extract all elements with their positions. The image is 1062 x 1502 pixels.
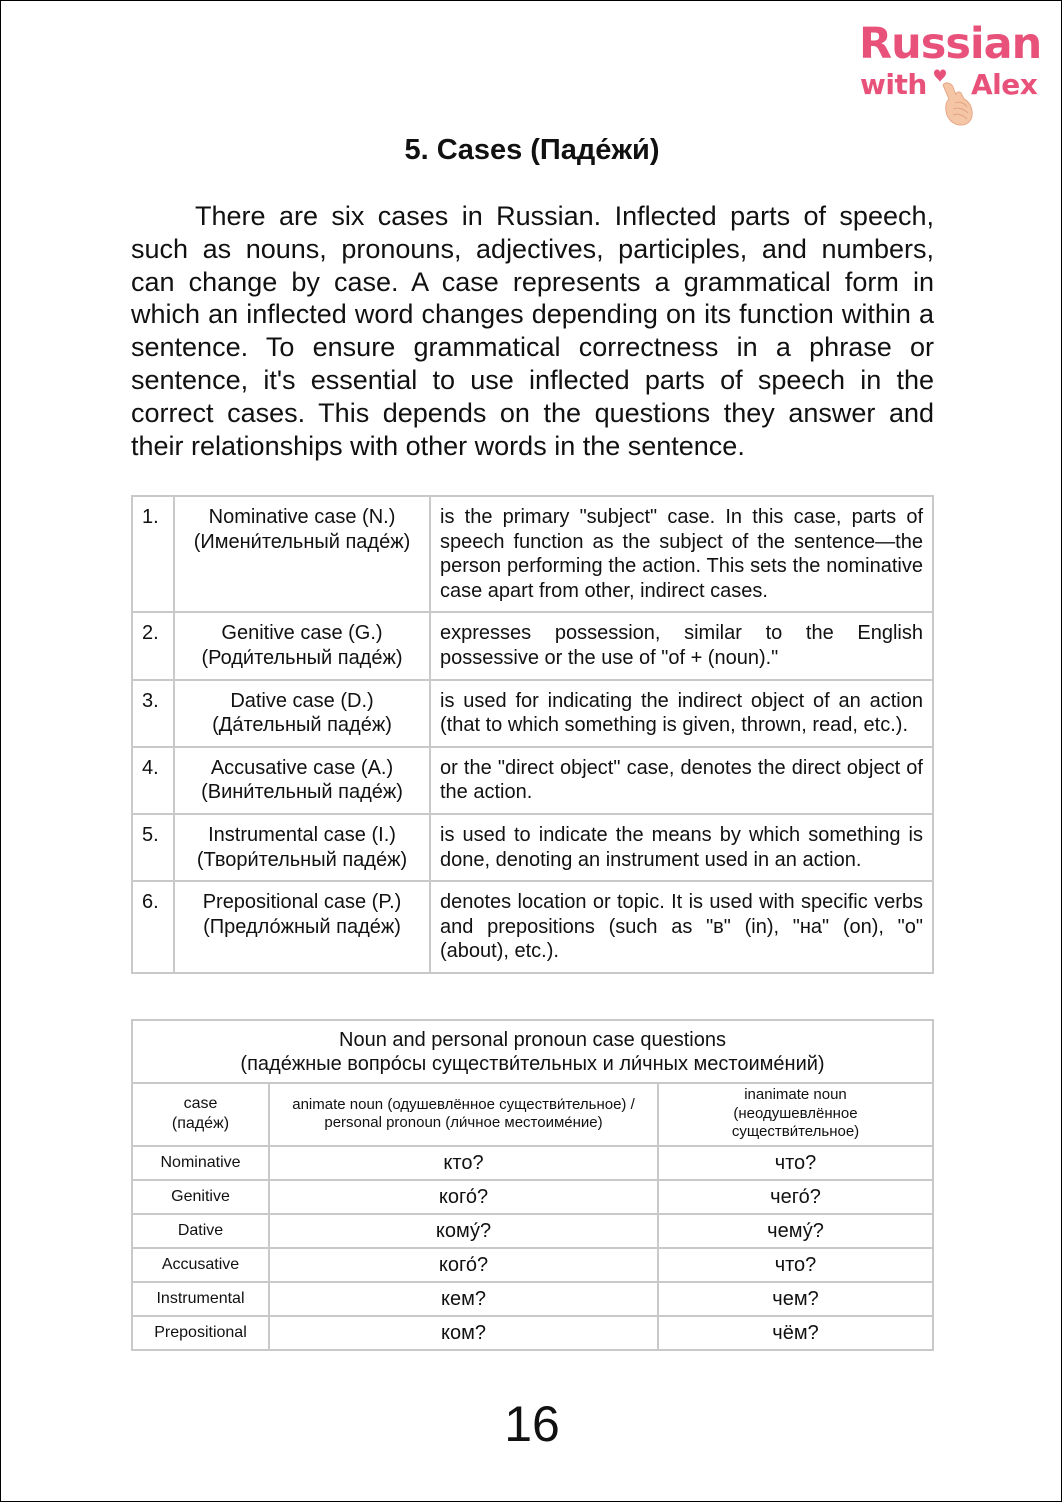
inanimate-question: что?	[658, 1248, 933, 1282]
table-row	[132, 680, 933, 747]
logo-text-russian: Russian	[859, 19, 1042, 69]
case-number: 5.	[132, 814, 174, 881]
case-questions-table	[131, 1019, 934, 1351]
row-case-name: Genitive	[132, 1180, 269, 1214]
column-header-case	[132, 1083, 269, 1146]
case-name-cell	[174, 814, 430, 881]
row-case-name: Accusative	[132, 1248, 269, 1282]
animate-question: кто?	[269, 1146, 658, 1180]
animate-question: кому́?	[269, 1214, 658, 1248]
column-header-animate	[269, 1083, 658, 1146]
column-header-case-en: case	[183, 1095, 218, 1112]
logo-text-alex: Alex	[971, 68, 1038, 101]
row-case-name: Prepositional	[132, 1316, 269, 1350]
case-name-cell	[174, 881, 430, 973]
table-row	[132, 496, 933, 612]
row-case-name: Instrumental	[132, 1282, 269, 1316]
animate-question: ком?	[269, 1316, 658, 1350]
case-name-ru: (Да́тельный паде́ж)	[212, 714, 392, 737]
column-header-inanimate-line3: существи́тельное)	[731, 1123, 860, 1141]
page-number: 16	[504, 1396, 560, 1452]
case-name-en: Genitive case (G.)	[221, 622, 383, 645]
case-description: denotes location or topic. It is used with specific verbs and prepositions (such as "в" (in), "на" (on), "о" (about), etc.).	[430, 881, 933, 973]
inanimate-question: чем?	[658, 1282, 933, 1316]
case-name-ru: (Предло́жный паде́ж)	[203, 915, 401, 938]
case-name-en: Instrumental case (I.)	[208, 823, 396, 846]
page-title: 5. Cases (Паде́жи́)	[404, 134, 660, 166]
case-description: is used to indicate the means by which something is done, denoting an instrument used in an action.	[430, 814, 933, 881]
table-row	[132, 612, 933, 679]
table-caption-en: Noun and personal pronoun case questions	[339, 1029, 726, 1051]
table-row	[132, 1248, 933, 1282]
case-number: 3.	[132, 680, 174, 747]
case-description: expresses possession, similar to the English possessive or the use of "of + (noun)."	[430, 612, 933, 679]
case-name-cell	[174, 747, 430, 814]
table-header-row	[132, 1083, 933, 1146]
table-row	[132, 881, 933, 973]
column-header-inanimate-line2: (неодушевлённое	[733, 1104, 858, 1122]
row-case-name: Nominative	[132, 1146, 269, 1180]
animate-question: кого́?	[269, 1180, 658, 1214]
table-caption	[132, 1020, 933, 1083]
inanimate-question: чему́?	[658, 1214, 933, 1248]
case-description: is used for indicating the indirect object of an action (that to which something is given, thrown, read, etc.).	[430, 680, 933, 747]
inanimate-question: что?	[658, 1146, 933, 1180]
case-name-ru: (Имени́тельный паде́ж)	[193, 530, 411, 553]
case-name-cell	[174, 612, 430, 679]
case-name-cell	[174, 496, 430, 612]
inanimate-question: чего́?	[658, 1180, 933, 1214]
animate-question: кем?	[269, 1282, 658, 1316]
case-name-ru: (Твори́тельный паде́ж)	[196, 848, 408, 871]
table-row	[132, 1316, 933, 1350]
column-header-case-ru: (паде́ж)	[171, 1115, 230, 1132]
cases-table	[131, 495, 934, 974]
case-name-en: Nominative case (N.)	[208, 506, 396, 528]
table-row	[132, 747, 933, 814]
case-description: is the primary "subject" case. In this case, parts of speech function as the subject of the sentence—the person performing the action. This sets the nominative case apart from other, indirect cases.	[430, 496, 933, 612]
case-number: 4.	[132, 747, 174, 814]
case-name-ru: (Вини́тельный паде́ж)	[201, 781, 403, 804]
table-row	[132, 1180, 933, 1214]
case-name-en: Prepositional case (P.)	[202, 891, 402, 914]
table-caption-row	[132, 1020, 933, 1083]
table-row	[132, 1282, 933, 1316]
case-number: 1.	[132, 496, 174, 612]
inanimate-question: чём?	[658, 1316, 933, 1350]
row-case-name: Dative	[132, 1214, 269, 1248]
column-header-inanimate-line1: inanimate noun	[744, 1086, 847, 1104]
table-caption-ru: (паде́жные вопро́сы существи́тельных и ли́чных местоиме́ний)	[240, 1053, 825, 1075]
column-header-inanimate	[658, 1083, 933, 1146]
table-row	[132, 1146, 933, 1180]
case-description: or the "direct object" case, denotes the direct object of the action.	[430, 747, 933, 814]
case-name-en: Dative case (D.)	[230, 689, 374, 712]
table-row	[132, 1214, 933, 1248]
animate-question: кого́?	[269, 1248, 658, 1282]
logo-text-with: with	[860, 68, 927, 101]
case-number: 6.	[132, 881, 174, 973]
brand-logo	[857, 19, 1047, 129]
finger-heart-hand-icon	[931, 63, 975, 129]
table-row	[132, 814, 933, 881]
intro-paragraph: There are six cases in Russian. Inflected parts of speech, such as nouns, pronouns, adjectives, participles, and numbers, can change by case. A case represents a grammatical form in which an inflected word changes depending on its function within a sentence. To ensure grammatical correctness in a phrase or sentence, it's essential to use inflected parts of speech in the correct cases. This depends on the questions they answer and their relationships with other words in the sentence.	[131, 201, 934, 461]
case-name-cell	[174, 680, 430, 747]
column-header-animate-line1: animate noun (одушевлённое существи́тельное) /	[292, 1095, 635, 1113]
case-name-en: Accusative case (A.)	[210, 756, 394, 779]
case-name-ru: (Роди́тельный паде́ж)	[201, 646, 403, 669]
column-header-animate-line2: personal pronoun (ли́чное местоиме́ние)	[324, 1114, 603, 1131]
case-number: 2.	[132, 612, 174, 679]
